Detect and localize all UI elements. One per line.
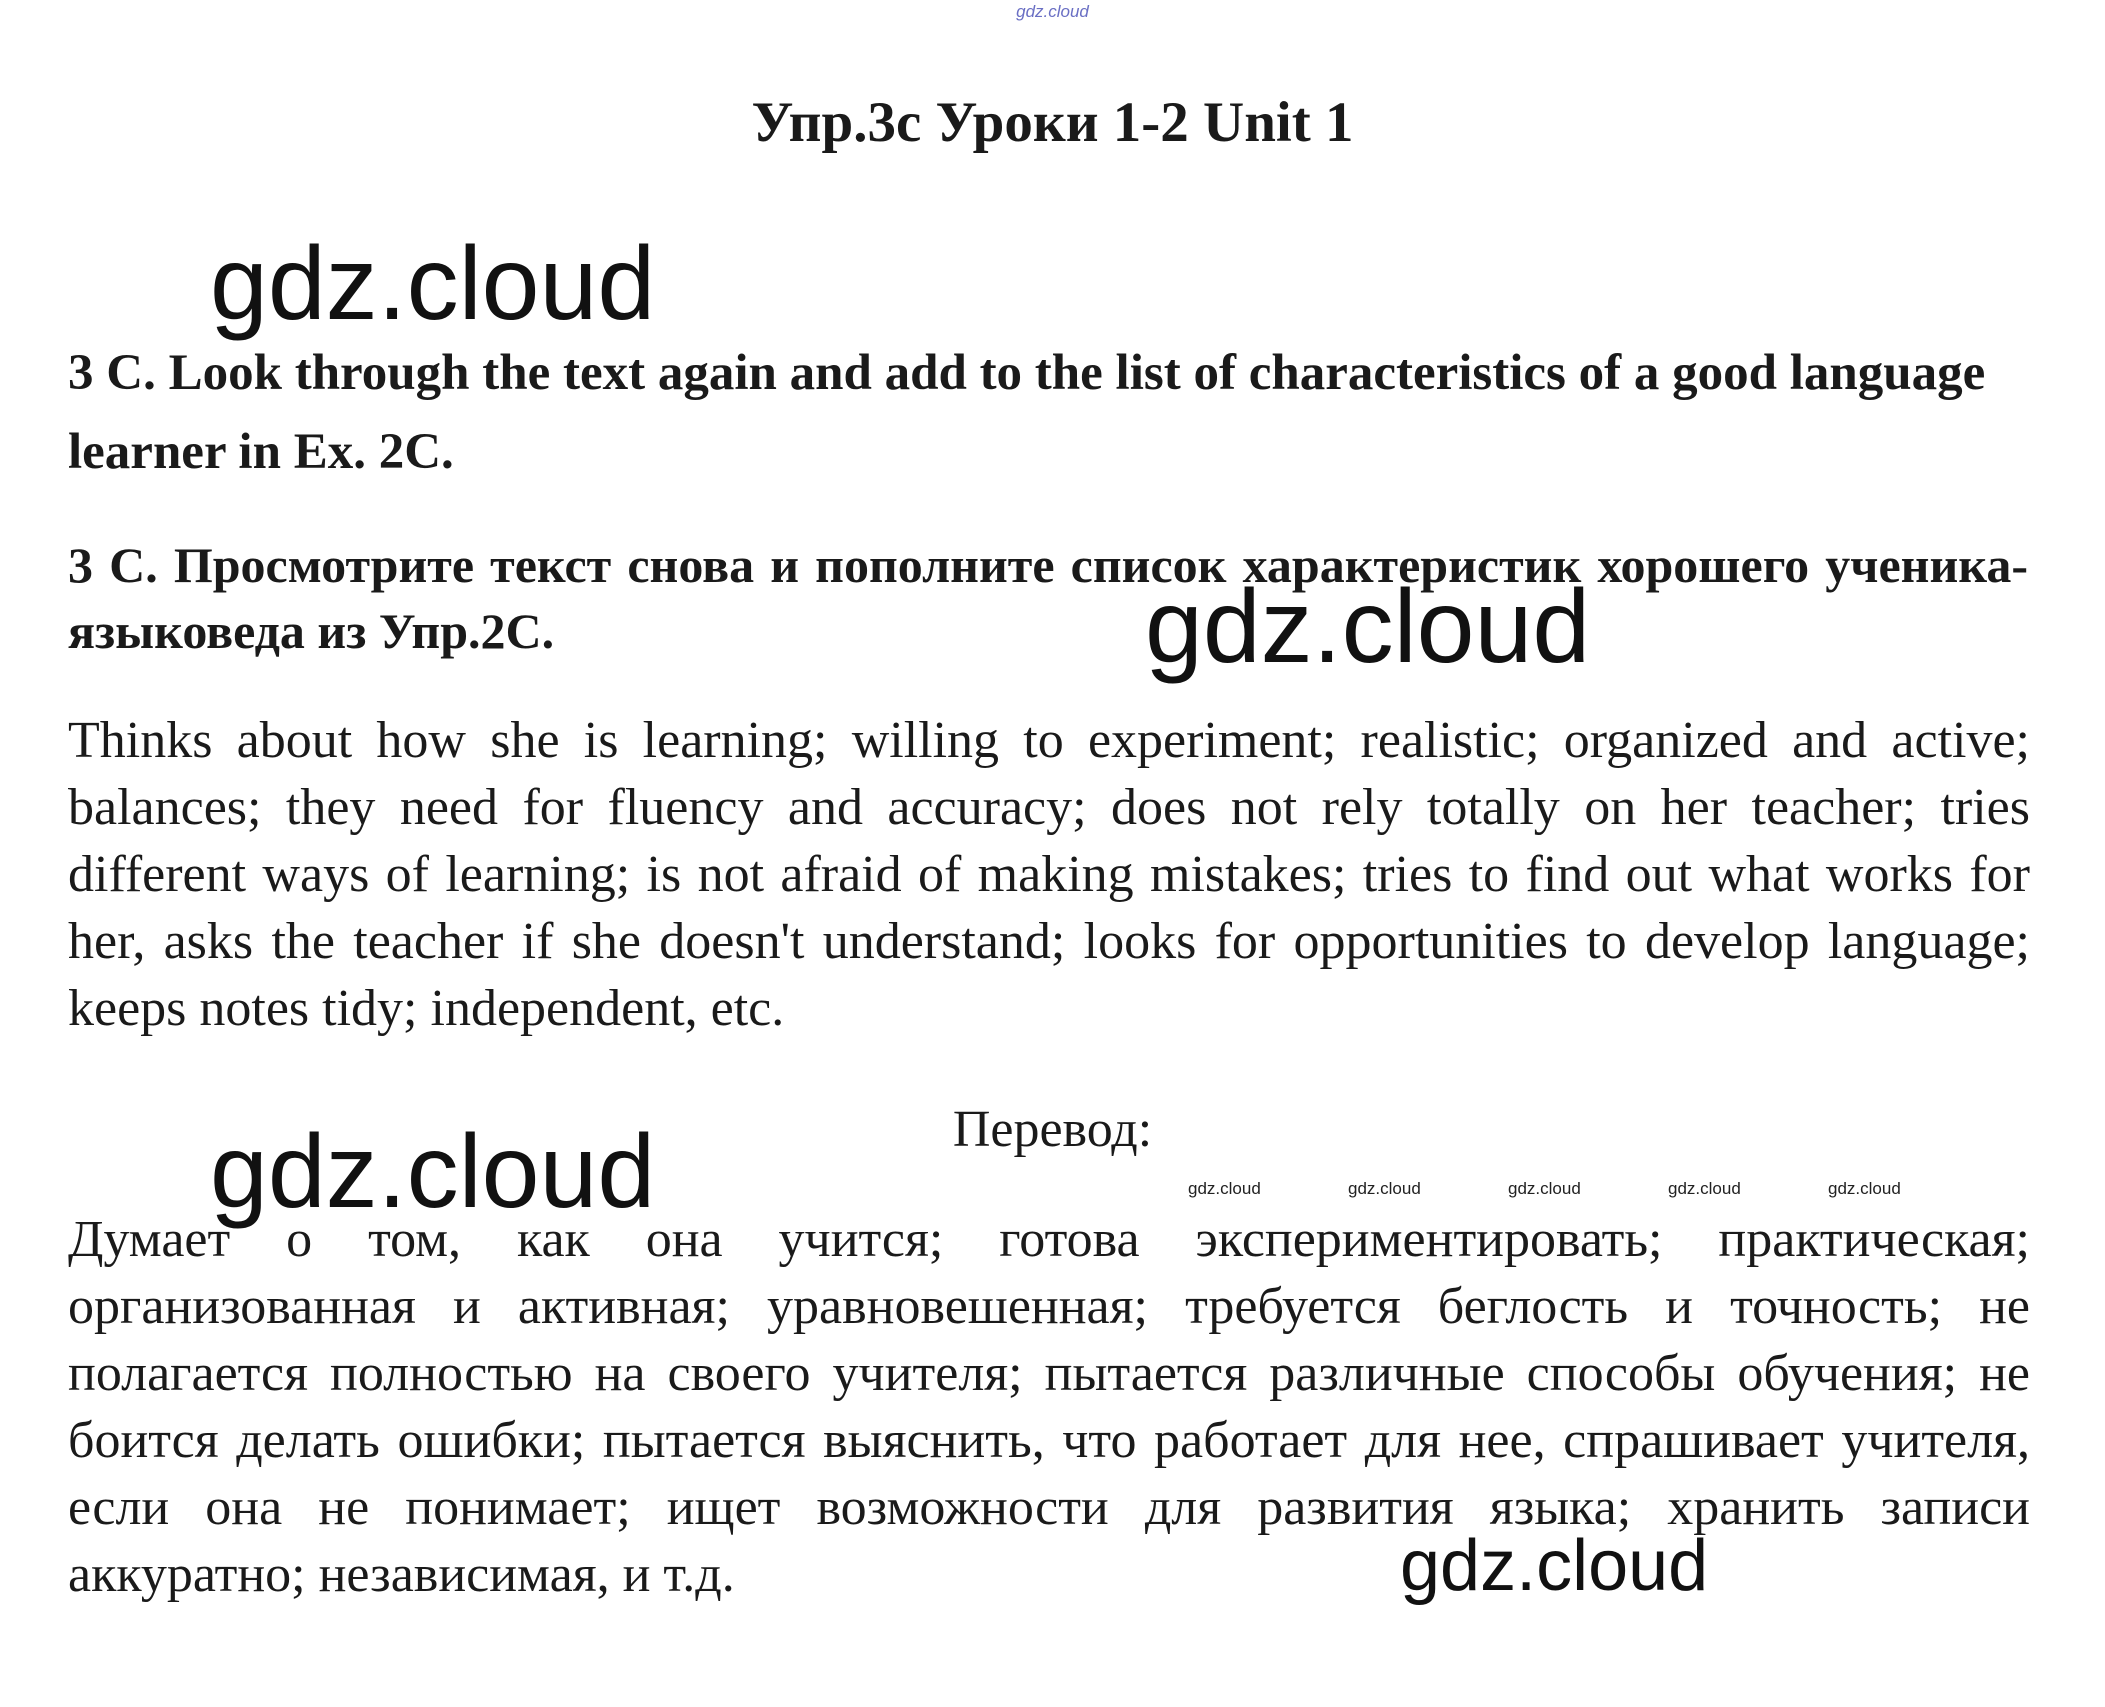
watermark-small: gdz.cloud bbox=[1508, 1179, 1581, 1198]
watermark-large: gdz.cloud bbox=[210, 226, 656, 342]
translation-text: Думает о том, как она учится; готова экспериментировать; практическая; организованная и активная; уравновешенная; требуется беглость и точность; не полагается полностью на своего учителя; пытается различные способы обучения; не боится делать ошибки; пытается выяснить, что работает для нее, спрашивает учителя, если она не понимает; ищет возможности для развития языка; хранить записи аккуратно; независимая, и т.д. bbox=[68, 1211, 2030, 1603]
watermark-large: gdz.cloud bbox=[1400, 1526, 1709, 1606]
watermark-small: gdz.cloud bbox=[1828, 1179, 1901, 1198]
watermark-large: gdz.cloud bbox=[1145, 569, 1591, 685]
watermark-top: gdz.cloud bbox=[1016, 2, 1089, 21]
answer-text: Thinks about how she is learning; willing to experiment; realistic; organized and active; balances; they need for fluency and accuracy; does not rely totally on her teacher; tries different ways of learning; is not afraid of making mistakes; tries to find out what works for her, asks the teacher if she doesn't understand; looks for opportunities to develop language; keeps notes tidy; independent, etc. bbox=[68, 712, 2030, 1037]
watermark-small: gdz.cloud bbox=[1668, 1179, 1741, 1198]
task-text-english: 3 C. Look through the text again and add to the list of characteristics of a good language learner in Ex. 2C. bbox=[68, 345, 1986, 480]
page-title: Упр.3с Уроки 1-2 Unit 1 bbox=[751, 91, 1354, 154]
translation-heading: Перевод: bbox=[952, 1101, 1153, 1158]
watermark-small: gdz.cloud bbox=[1188, 1179, 1261, 1198]
watermark-small: gdz.cloud bbox=[1348, 1179, 1421, 1198]
task-text-russian: 3 C. Просмотрите текст снова и пополните список характеристик хорошего ученика-языковеда из Упр.2С. bbox=[68, 537, 2028, 659]
watermark-large: gdz.cloud bbox=[210, 1114, 656, 1230]
